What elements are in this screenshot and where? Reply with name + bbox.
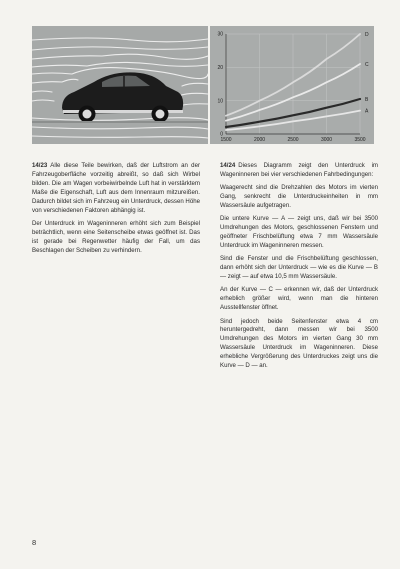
series-label-c: C — [365, 62, 369, 68]
x-tick-label: 2500 — [287, 137, 299, 143]
paragraph-text: Sind die Fenster und die Frischbelüftung geschlossen, dann erhöht sich der Unterdruck — wie es die Kurve — B — zeigt — auf etwa 10,5 mm Wassersäule. — [220, 255, 378, 281]
x-tick-label: 1500 — [220, 137, 232, 143]
x-tick-label: 2000 — [253, 137, 266, 143]
y-tick-label: 30 — [217, 31, 223, 38]
page-number: 8 — [32, 538, 37, 547]
paragraph-text: Dieses Diagramm zeigt den Unterdruck im Wageninneren bei vier verschiedenen Fahrbedingungen: — [220, 162, 378, 178]
series-label-a: A — [365, 108, 369, 115]
x-tick-label: 3500 — [354, 137, 366, 143]
figure-number: 14/23 — [32, 162, 48, 169]
y-tick-label: 0 — [220, 131, 223, 138]
paragraph — [32, 220, 200, 256]
paragraph-14-23 — [32, 162, 200, 215]
paragraph — [220, 184, 378, 211]
y-tick-label: 10 — [217, 98, 223, 105]
vacuum-chart-svg — [210, 26, 374, 144]
right-text-column — [220, 162, 378, 375]
paragraph — [220, 255, 378, 282]
vacuum-chart — [210, 26, 374, 144]
figure-number: 14/24 — [220, 162, 236, 169]
paragraph-text: Die untere Kurve — A — zeigt uns, daß wir bei 3500 Umdrehungen des Motors, geschlossenen Fenstern und geöffneter Frischbelüftung etwa 7 mm Wassersäule Unterdruck im Wageninneren messen. — [220, 215, 378, 250]
paragraph-text: Sind jedoch beide Seitenfenster etwa 4 cm heruntergedreht, dann messen wir bei 3500 Umdrehungen des Motors im vierten Gang 30 mm Wassersäule Unterdruck im Wageninneren. Diese erhebliche Vergrößerung des Unterdruckes zeigt uns die Kurve — D — an. — [220, 317, 378, 370]
paragraph — [220, 318, 378, 371]
car-airflow-drawing — [32, 26, 208, 144]
paragraph — [220, 286, 378, 313]
left-text-column — [32, 162, 200, 260]
paragraph-text: Alle diese Teile bewirken, daß der Luftstrom an der Fahrzeugoberfläche vorzeitig abreißt, so daß sich Wirbel bilden. Die am Wagen vorbeiwirbelnde Luft hat in verstärktem Maße die Eigenschaft, Luft aus dem Innenraum mitzureißen. Dadurch bildet sich im Fahrzeug ein Unterdruck, dessen Höhe von verschiedenen Faktoren abhängig ist. — [32, 162, 201, 214]
paragraph-text: Waagerecht sind die Drehzahlen des Motors im vierten Gang, senkrecht die Unterdruckeinheiten in mm Wassersäule aufgetragen. — [220, 184, 378, 210]
paragraph-text: Der Unterdruck im Wageninneren erhöht sich zum Beispiel beträchtlich, wenn eine Seitenscheibe etwas geöffnet ist. Das ist gerade bei Regenwetter häufig der Fall, um das Beschlagen der Scheiben zu verhindern. — [32, 219, 200, 254]
series-label-d: D — [365, 32, 369, 38]
y-tick-label: 20 — [217, 65, 223, 72]
x-tick-label: 3000 — [320, 137, 333, 143]
series-label-b: B — [365, 97, 369, 103]
paragraph — [220, 215, 378, 251]
paragraph-text: An der Kurve — C — erkennen wir, daß der Unterdruck erheblich größer wird, wenn man die hinteren Ausstellfenster öffnet. — [220, 286, 378, 312]
paragraph-14-24 — [220, 162, 378, 180]
car-airflow-illustration — [32, 26, 208, 144]
